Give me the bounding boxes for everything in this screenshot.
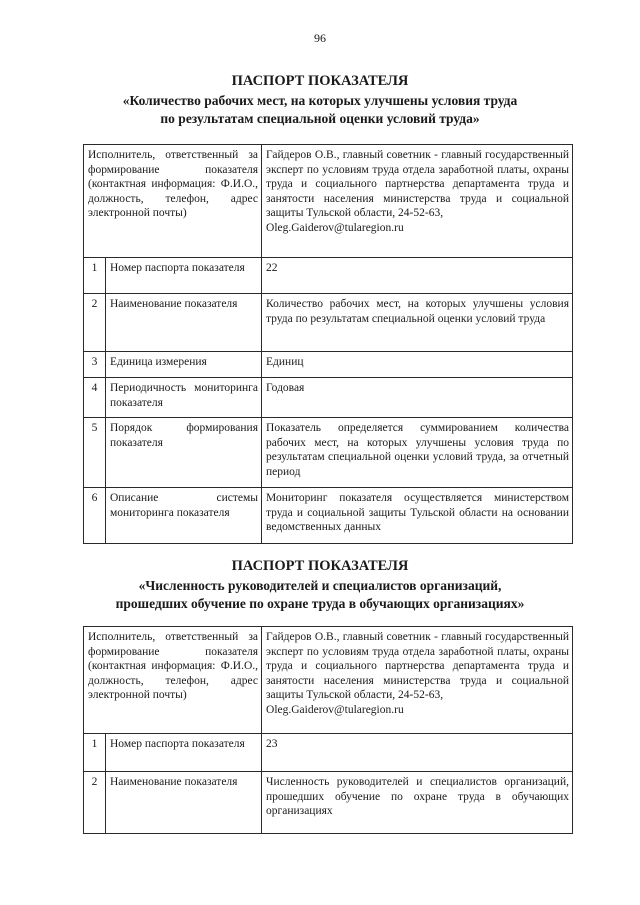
table-row [84, 772, 573, 834]
row-label: Порядок формирования показателя [106, 418, 262, 488]
executor-label: Исполнитель, ответственный за формирование показателя (контактная информация: Ф.И.О., должность, телефон, адрес электронной почты) [84, 627, 262, 734]
passport-2-table [83, 626, 573, 834]
passport-2-subtitle-line2: прошедших обучение по охране труда в обучающих организациях» [115, 596, 525, 611]
executor-info: Гайдеров О.В., главный советник - главный государственный эксперт по условиям труда отдела заработной платы, охраны труда и социального партнерства департамента труда и занятости населения министерства труда и социальной защиты Тульской области, 24-52-63, [266, 149, 569, 220]
row-value: Численность руководителей и специалистов организаций, прошедших обучение по охране труда в обучающих организациях [262, 772, 573, 834]
row-number: 2 [84, 294, 106, 352]
executor-row [84, 627, 573, 734]
table-row [84, 734, 573, 772]
row-number: 5 [84, 418, 106, 488]
row-value: Годовая [262, 378, 573, 418]
row-value: Количество рабочих мест, на которых улучшены условия труда по результатам специальной оценки условий труда [262, 294, 573, 352]
row-label: Номер паспорта показателя [106, 734, 262, 772]
passport-1-subtitle-line2: по результатам специальной оценки условий труда» [160, 111, 480, 126]
table-row [84, 378, 573, 418]
table-row [84, 418, 573, 488]
row-value: Показатель определяется суммированием количества рабочих мест, на которых улучшены условия труда по результатам специальной оценки условий труда, за отчетный период [262, 418, 573, 488]
row-number: 4 [84, 378, 106, 418]
passport-1-subtitle-line1: «Количество рабочих мест, на которых улучшены условия труда [122, 93, 518, 108]
row-label: Наименование показателя [106, 772, 262, 834]
executor-email: Oleg.Gaiderov@tularegion.ru [266, 221, 404, 234]
executor-value [262, 145, 573, 258]
table-row [84, 294, 573, 352]
row-number: 1 [84, 734, 106, 772]
row-label: Описание системы мониторинга показателя [106, 488, 262, 544]
executor-info: Гайдеров О.В., главный советник - главный государственный эксперт по условиям труда отдела заработной платы, охраны труда и социального партнерства департамента труда и занятости населения министерства труда и социальной защиты Тульской области, 24-52-63, [266, 631, 569, 702]
row-number: 3 [84, 352, 106, 378]
executor-row [84, 145, 573, 258]
executor-value [262, 627, 573, 734]
row-value: Единиц [262, 352, 573, 378]
row-label: Номер паспорта показателя [106, 258, 262, 294]
table-row [84, 352, 573, 378]
executor-email: Oleg.Gaiderov@tularegion.ru [266, 703, 404, 716]
row-value: 22 [262, 258, 573, 294]
passport-1-heading: ПАСПОРТ ПОКАЗАТЕЛЯ [231, 73, 409, 89]
row-number: 2 [84, 772, 106, 834]
row-label: Единица измерения [106, 352, 262, 378]
table-row [84, 488, 573, 544]
row-number: 6 [84, 488, 106, 544]
table-row [84, 258, 573, 294]
row-label: Наименование показателя [106, 294, 262, 352]
row-number: 1 [84, 258, 106, 294]
row-value: 23 [262, 734, 573, 772]
row-label: Периодичность мониторинга показателя [106, 378, 262, 418]
executor-label: Исполнитель, ответственный за формирование показателя (контактная информация: Ф.И.О., должность, телефон, адрес электронной почты) [84, 145, 262, 258]
passport-2-subtitle-line1: «Численность руководителей и специалистов организаций, [138, 578, 502, 593]
row-value: Мониторинг показателя осуществляется министерством труда и социальной защиты Тульской области на основании ведомственных данных [262, 488, 573, 544]
passport-1-table [83, 144, 573, 544]
page-number: 96 [314, 31, 326, 45]
passport-2-heading: ПАСПОРТ ПОКАЗАТЕЛЯ [231, 558, 409, 574]
